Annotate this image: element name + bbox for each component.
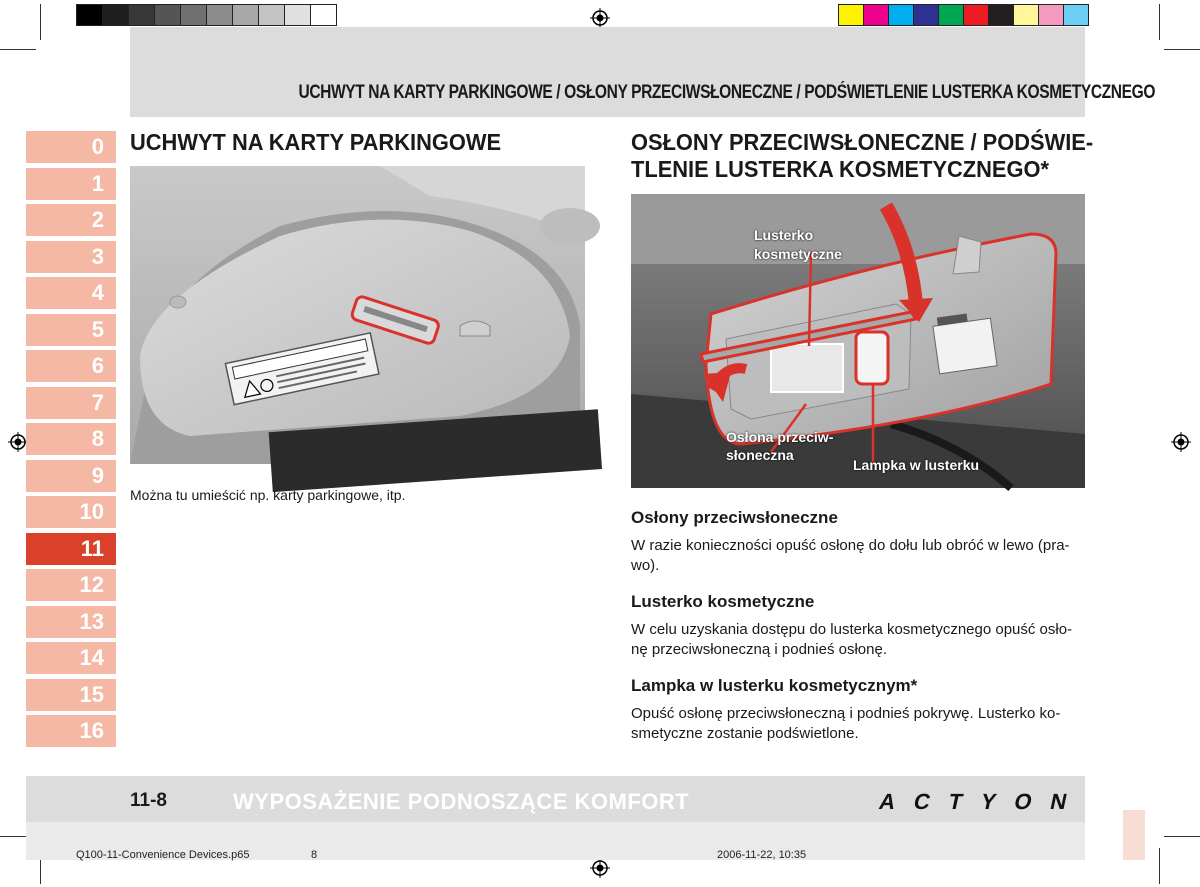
page-header-title: UCHWYT NA KARTY PARKINGOWE / OSŁONY PRZECIWSŁONECZNE / PODŚWIETLENIE LUSTERKA KOSMETYCZNEGO: [298, 82, 1156, 103]
callout-vanity-mirror-line1: Lusterko: [754, 227, 814, 243]
crop-mark: [1164, 49, 1200, 50]
chapter-tab-10[interactable]: 10: [26, 496, 116, 528]
section-heading-sun-visors-line2: TLENIE LUSTERKA KOSMETYCZNEGO*: [631, 156, 1049, 182]
file-name: Q100-11-Convenience Devices.p65: [76, 849, 250, 861]
chapter-tab-0[interactable]: 0: [26, 131, 116, 163]
crop-mark: [1159, 848, 1160, 884]
file-timestamp: 2006-11-22, 10:35: [717, 849, 807, 861]
registration-mark-icon: [8, 432, 28, 452]
crop-mark: [0, 49, 36, 50]
subsection-text-mirror-lamp-line1: Opuść osłonę przeciwsłoneczną i podnieś pokrywę. Lusterko ko-: [631, 705, 1061, 722]
chapter-tab-6[interactable]: 6: [26, 350, 116, 382]
subsection-text-sun-visors-line2: wo).: [631, 557, 660, 574]
parking-card-holder-photo: [130, 166, 585, 464]
chapter-tab-5[interactable]: 5: [26, 314, 116, 346]
callout-sun-visor-line1: Osłona przeciw-: [726, 429, 834, 445]
callout-vanity-mirror-line2: kosmetyczne: [754, 246, 842, 262]
chapter-tab-15[interactable]: 15: [26, 679, 116, 711]
chapter-tab-7[interactable]: 7: [26, 387, 116, 419]
callout-mirror-lamp: Lampka w lusterku: [853, 457, 980, 473]
sun-visor-photo: [631, 194, 1085, 488]
subsection-text-vanity-mirror-line1: W celu uzyskania dostępu do lusterka kosmetycznego opuść osło-: [631, 621, 1073, 638]
crop-mark: [1159, 4, 1160, 40]
actyon-logo: [876, 789, 1074, 814]
chapter-tab-14[interactable]: 14: [26, 642, 116, 674]
chapter-tab-12[interactable]: 12: [26, 569, 116, 601]
actyon-logo-text: ACTYON: [876, 789, 1073, 814]
registration-mark-icon: [590, 858, 610, 878]
crop-mark: [1164, 836, 1200, 837]
chapter-tab-11[interactable]: 11: [26, 533, 116, 565]
gray-scale-bar: [76, 4, 337, 26]
chapter-tab-16[interactable]: 16: [26, 715, 116, 747]
chapter-tab-1[interactable]: 1: [26, 168, 116, 200]
chapter-tab-4[interactable]: 4: [26, 277, 116, 309]
chapter-tab-13[interactable]: 13: [26, 606, 116, 638]
chapter-tab-3[interactable]: 3: [26, 241, 116, 273]
side-tab-marker: [1123, 810, 1145, 860]
chapter-tab-2[interactable]: 2: [26, 204, 116, 236]
registration-mark-icon: [590, 8, 610, 28]
color-calibration-bar: [838, 4, 1089, 26]
subsection-text-vanity-mirror-line2: nę przeciwsłoneczną i podnieś osłonę.: [631, 641, 887, 658]
parking-card-holder-description: Można tu umieścić np. karty parkingowe, itp.: [130, 487, 406, 503]
crop-mark: [40, 4, 41, 40]
callout-sun-visor-line2: słoneczna: [726, 447, 794, 463]
subsection-title-sun-visors: Osłony przeciwsłoneczne: [631, 508, 838, 527]
file-page-number: 8: [311, 849, 318, 861]
subsection-title-mirror-lamp: Lampka w lusterku kosmetycznym*: [631, 676, 918, 695]
section-heading-parking-card-holder: UCHWYT NA KARTY PARKINGOWE: [130, 129, 502, 155]
chapter-title: WYPOSAŻENIE PODNOSZĄCE KOMFORT: [233, 789, 690, 814]
section-heading-sun-visors-line1: OSŁONY PRZECIWSŁONECZNE / PODŚWIE-: [631, 129, 1094, 155]
chapter-tab-9[interactable]: 9: [26, 460, 116, 492]
subsection-text-sun-visors-line1: W razie konieczności opuść osłonę do dołu lub obróć w lewo (pra-: [631, 537, 1070, 554]
chapter-tab-8[interactable]: 8: [26, 423, 116, 455]
subsection-title-vanity-mirror: Lusterko kosmetyczne: [631, 592, 815, 611]
subsection-text-mirror-lamp-line2: smetyczne zostanie podświetlone.: [631, 725, 859, 742]
page-number: 11-8: [130, 790, 167, 811]
registration-mark-icon: [1171, 432, 1191, 452]
